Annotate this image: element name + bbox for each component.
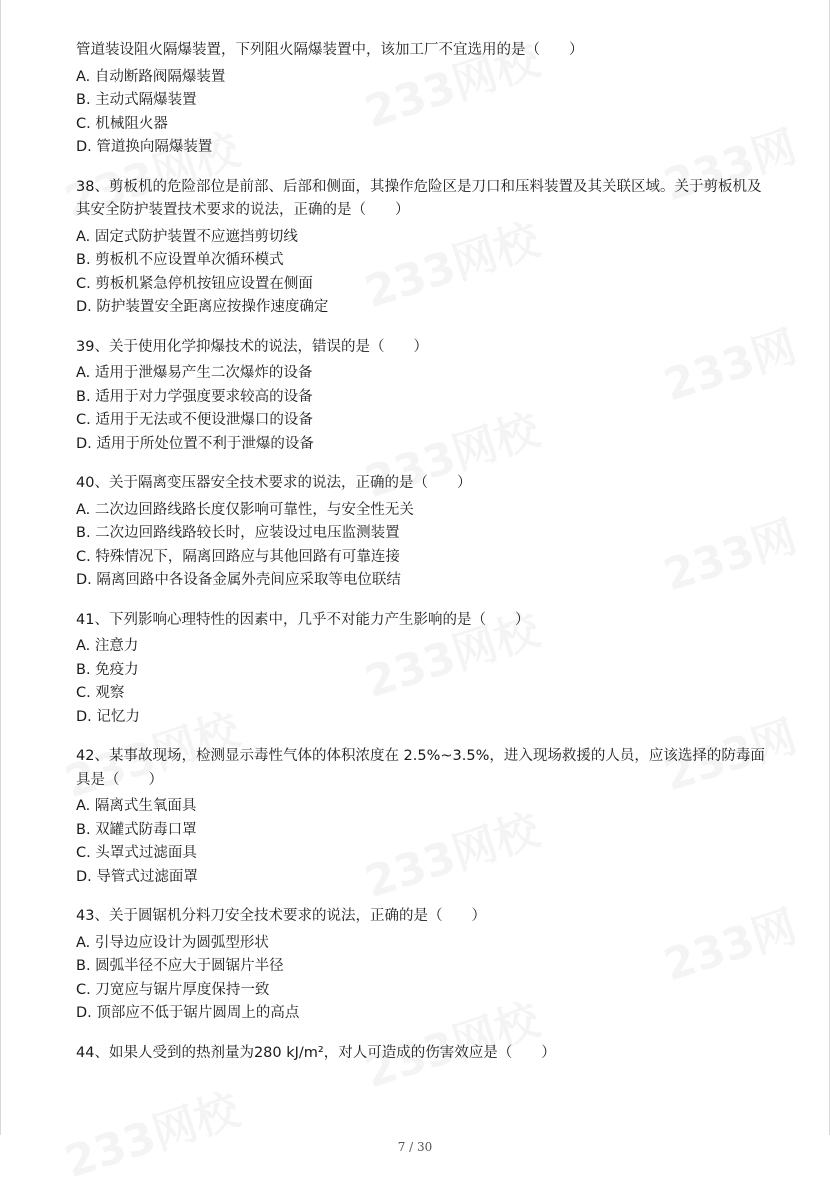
option-a: A. 适用于泄爆易产生二次爆炸的设备 <box>76 365 313 381</box>
option-d: D. 管道换向隔爆装置 <box>76 139 213 155</box>
option-a: A. 隔离式生氧面具 <box>76 798 197 814</box>
option-c: C. 刀宽应与锯片厚度保持一致 <box>76 981 270 998</box>
question-text: 管道装设阻火隔爆装置，下列阻火隔爆装置中，该加工厂不宜选用的是（ ） <box>76 42 584 58</box>
question-text: 44、如果人受到的热剂量为280 kJ/m²，对人可造成的伤害效应是（ ） <box>76 1044 556 1061</box>
question-block <box>76 176 766 320</box>
option-b: B. 适用于对力学强度要求较高的设备 <box>76 388 313 405</box>
question-block <box>76 1042 766 1066</box>
option-b: B. 主动式隔爆装置 <box>76 92 197 108</box>
option-a: A. 二次边回路线路长度仅影响可靠性，与安全性无关 <box>76 501 414 518</box>
option-d: D. 导管式过滤面罩 <box>76 868 198 885</box>
option-c: C. 头罩式过滤面具 <box>76 845 197 861</box>
question-text: 40、关于隔离变压器安全技术要求的说法，正确的是（ ） <box>76 475 472 491</box>
option-c: C. 观察 <box>76 685 125 701</box>
question-text: 43、关于圆锯机分料刀安全技术要求的说法，正确的是（ ） <box>76 908 486 924</box>
option-c: C. 剪板机紧急停机按钮应设置在侧面 <box>76 275 313 292</box>
question-block <box>76 609 766 730</box>
question-block-intro <box>76 39 766 160</box>
question-block <box>76 745 766 889</box>
option-a: A. 注意力 <box>76 638 139 654</box>
question-block <box>76 905 766 1026</box>
question-text: 41、下列影响心理特性的因素中，几乎不对能力产生影响的是（ ） <box>76 611 530 628</box>
option-b: B. 圆弧半径不应大于圆锯片半径 <box>76 958 284 974</box>
option-d: D. 隔离回路中各设备金属外壳间应采取等电位联结 <box>76 572 401 588</box>
option-d: D. 适用于所处位置不利于泄爆的设备 <box>76 435 314 452</box>
watermark <box>56 1074 247 1190</box>
option-d: D. 顶部应不低于锯片圆周上的高点 <box>76 1005 300 1021</box>
option-b: B. 二次边回路线路较长时，应装设过电压监测装置 <box>76 525 400 541</box>
option-c: C. 机械阻火器 <box>76 115 168 132</box>
option-b: B. 免疫力 <box>76 661 139 678</box>
page-number: 7 / 30 <box>397 1140 433 1154</box>
option-c: C. 适用于无法或不便设泄爆口的设备 <box>76 412 313 428</box>
option-a: A. 自动断路阀隔爆装置 <box>76 68 226 85</box>
option-b: B. 剪板机不应设置单次循环模式 <box>76 252 284 268</box>
question-block <box>76 336 766 457</box>
option-d: D. 防护装置安全距离应按操作速度确定 <box>76 299 329 315</box>
question-text: 39、关于使用化学抑爆技术的说法，错误的是（ ） <box>76 338 428 355</box>
question-block <box>76 472 766 593</box>
option-b: B. 双罐式防毒口罩 <box>76 821 197 838</box>
question-list <box>76 39 766 1081</box>
option-a: A. 固定式防护装置不应遮挡剪切线 <box>76 228 298 245</box>
question-text: 38、剪板机的危险部位是前部、后部和侧面，其操作危险区是刀口和压料装置及其关联区域。关于剪板机及其安全防护装置技术要求的说法，正确的是（ ） <box>76 178 762 218</box>
option-c: C. 特殊情况下，隔离回路应与其他回路有可靠连接 <box>76 548 400 565</box>
option-a: A. 引导边应设计为圆弧型形状 <box>76 934 269 951</box>
question-text: 42、某事故现场，检测显示毒性气体的体积浓度在 2.5%~3.5%，进入现场救援的人员，应该选择的防毒面具是（ ） <box>76 748 765 788</box>
option-d: D. 记忆力 <box>76 708 140 725</box>
